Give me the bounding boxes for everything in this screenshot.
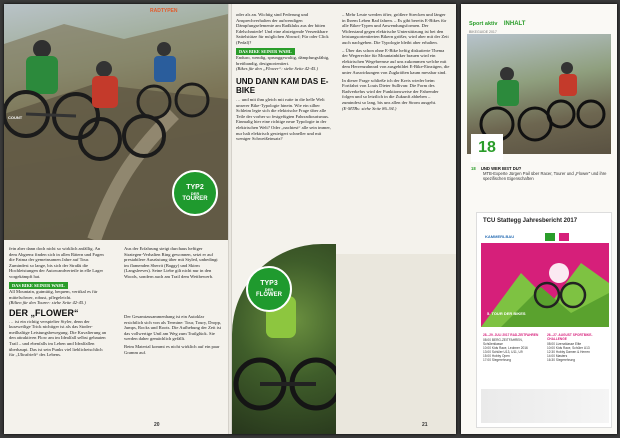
- schedule-row: 08:00 BERG-ZEITFAHREN, Schülerklasse: [483, 338, 523, 346]
- right-paragraph-4: In dieser Frage schließe ich der Kreis wieder beim Fortfahrt von Louis Dieter Sullivan: Die Form des Radverkehrs wird der Funktionsweise der Fahrender folgen und so letztlich in die Zukunft abheben – zumindest so lang, bis uns allen der Strom ausgeht.: [342, 77, 439, 105]
- poster-event-line: 5. TOUR DER BIKES: [487, 311, 526, 316]
- schedule-row: 08:00 Lizenzklasse Elite: [547, 342, 582, 346]
- right-lower-area: [336, 254, 456, 434]
- schedule-row: 12:30 Hobby Damen & Herren: [547, 350, 590, 354]
- contents-section: INHALT: [503, 21, 526, 27]
- schedule-row: 13:00 Schüler U13, U11, U9: [483, 350, 523, 354]
- badge-flower-type: TYP3: [260, 280, 278, 287]
- section-label: RADTYPEN: [150, 8, 178, 14]
- tcu-footer-strip: [481, 389, 609, 423]
- photo-caption: COUNT: [8, 115, 23, 120]
- contents-header: [469, 12, 609, 34]
- column-left-2: [124, 246, 220, 280]
- badge-tourer-name: TOURER: [182, 196, 208, 202]
- intro-paragraph: fein aber dann doch nicht so wirklich anfällig. An dem Abgrenz finden sich in allen Rätern und Fagen die Fatma der gemeinsamen Jahre auf Tour. Zumindest so lange, bis sich der Straßü die Hochleistungen der Autowandverteile in elle Lager vorgekämpft hat.: [9, 246, 104, 279]
- poster-sponsor-magenta: [559, 233, 569, 241]
- bike-choice-right: Enduro, wendig, sprunggewaltig, dämpfungsfähig, breitbandig, designorientiert.: [236, 55, 330, 66]
- mid-paragraph-2: Der Gesamtzusammenhang ist ein Autoklar ersichtlich sich von als Termine: Tour, Toury, Dropp, Jumps, Rocks und Roots. Die Aufhebung der Zeit ist das vollwertige Untl am Weg zum Trailglück. Sie werden daher gemächlich gefällt.: [124, 314, 222, 342]
- teaser-number: 18: [471, 166, 476, 171]
- tcu-poster: [481, 231, 609, 327]
- magazine-name: Sport aktiv: [469, 21, 498, 27]
- poster-sponsor-green: [545, 233, 555, 241]
- ebike-heading: UND DANN KAM DAS E-BIKE: [236, 76, 329, 95]
- teaser-text: MTB-Experte Jürgen Pail über Racer, Tourer und „Flower“ und ihre spezifischen Eigenschaften: [483, 171, 607, 181]
- poster-logo-bar: [481, 231, 609, 243]
- schedule-head-1: 28.–29. JULI 2017 RAD-ZEITFAHREN: [483, 333, 539, 337]
- right-paragraph-2: – Mehr Leute werden öfter, größere Strecken und länger in Ihrem Leben Rad fahren. – Es gibt bereits E-Bikes für alle Biker-Typen und Anwendungsformen. Der Widerstand gegen elektrische Unterstützung ist bei den leistungsorientierten Bikern größer, wird aber mit der Zeit auch nachgeben. Die Typologie bleibt aber erhalten.: [342, 12, 449, 45]
- mid-paragraph-1: Aus der Erfahrung steigt durchaus heftiger Strategen-Verhalten Ring gewonnen, setzt er auf prestabilere Ausrüstung über mit Styled, unbedingt im flamenden Sherrit (Baggy) und Skirm (Langsleeves). Seine Liebe gilt nicht nur in den Woods, sondern auch am Trail dem Wettbewerb.: [124, 246, 218, 279]
- right-paragraph-1: oder als an. Wichtig sind Federung und Ansprechverhalten der aufwendigen Dämpfungselemente am Radkluks aus der bitten Edelschmiede! Und eine absteigende Versenkbare Sattelstütze für möglichen Abwurf; Für oder Click (Pedal)?: [236, 12, 329, 45]
- tcu-schedule-1: [483, 333, 541, 362]
- badge-tourer-type: TYP2: [186, 184, 204, 191]
- right-paragraph-3: – Über das schon ohne E-Bike heftig diskutierte Thema der Wegerechte für Mountainbiker brauen wird ein elektrischen Wegebremse auf uns zukommen welche mit dem Herrenzahnrad von ausgebildet E-Bike-Einzügen, die unter Auswirkungen von Zugkräften kaum messbar sind.: [342, 47, 450, 75]
- flower-paragraph: … ist ein richtig verspielter Styler, denn der kurzweilige Trick nichtiger ist als das Stoder-meilhaltige Leistungsbewegung. Die Kuvalierung an den attraktiven Flow am im Idealfall selbst gebauten Trail – und ebenfalls im Leben und Idealfallen überhaupt. Das ist sein Punks viel lieblicheischlich für „Ultrafrieft“ des Lebens.: [9, 318, 107, 358]
- column-left-1: [9, 246, 107, 358]
- ref-ebike: (E-MTBs: siehe Seite 86–94.): [342, 105, 397, 111]
- teaser-title: UND WER BIST DU?: [480, 166, 522, 171]
- ref-left: (Bilten für den Tourer: siehe Seite 42-45.): [9, 300, 86, 306]
- ebike-paragraph: … und mit ihm gleich mit rutte in die helle Welt unserer Bike-Typologie hinein. Wie ein silber Schleim legte sich die elektrische Frage über alle Teile der vorher so festgefügten Fahrradtourismus. Einmalig hier eine richtige neue Typologie in der elektrischen Welt? Oder „nachtest“ alle sein immer, nur halt elektrisch gesteigert schneller und mit weniger Schweißeinsatz?: [236, 96, 331, 142]
- column-left-2b: [124, 314, 224, 355]
- schedule-row: 10:00 Kids Race, Leobner 2016: [483, 346, 528, 350]
- schedule-row: 10:00 Kids Race, Schüler U13: [547, 346, 590, 350]
- badge-flower-name: FLOWER: [256, 292, 282, 298]
- schedule-row: 14:00 Masters: [547, 354, 568, 358]
- badge-tourer: [172, 170, 218, 216]
- schedule-row: 16:30 Siegerehrung: [547, 358, 576, 362]
- column-right-1: [236, 12, 334, 142]
- tcu-title: TCU Stattegg Jahresbericht 2017: [483, 218, 578, 224]
- page-number-right: 21: [422, 422, 428, 428]
- bike-choice-left: All Mountain, gutmütig, bequem, vertikal es für mittelschwer, robust, pflegeleicht.: [9, 289, 98, 300]
- tcu-report-page: [476, 212, 612, 428]
- mid-paragraph-3: Beim Material kommt es nicht wirklich auf ein paar Gramm auf.: [124, 343, 220, 355]
- poster-logo: KAMMERLBAU: [485, 234, 515, 239]
- flower-heading: DER „FLOWER“: [9, 307, 79, 318]
- column-right-2: [342, 12, 450, 111]
- contents-page-number: 18: [478, 139, 496, 156]
- tag-bike-choice-left: DAS BIKE SEINER WAHL: [9, 282, 68, 290]
- badge-tourer-der: DER: [190, 191, 200, 196]
- tag-bike-choice-right: DAS BIKE SEINER WAHL: [236, 48, 295, 56]
- magazine-spread: [4, 4, 456, 434]
- issue-label: BIKEGUIDE 2017: [469, 30, 497, 34]
- ref-right: (Bikes für den „Flower“: siehe Seite 42-45.): [236, 66, 319, 72]
- contents-teaser: [471, 166, 611, 181]
- schedule-row: 15:00 Hobby Open: [483, 354, 510, 358]
- page-number-left: 20: [154, 422, 160, 428]
- tcu-schedule-2: [547, 333, 607, 362]
- badge-flower-der: DER: [264, 287, 274, 292]
- schedule-row: 17:00 Siegerehrung: [483, 358, 512, 362]
- badge-flower: [246, 266, 292, 312]
- contents-page-number-box: [471, 134, 503, 162]
- schedule-head-2: 26.–27. AUGUST SPORTBIKE-CHALLENGE: [547, 333, 593, 341]
